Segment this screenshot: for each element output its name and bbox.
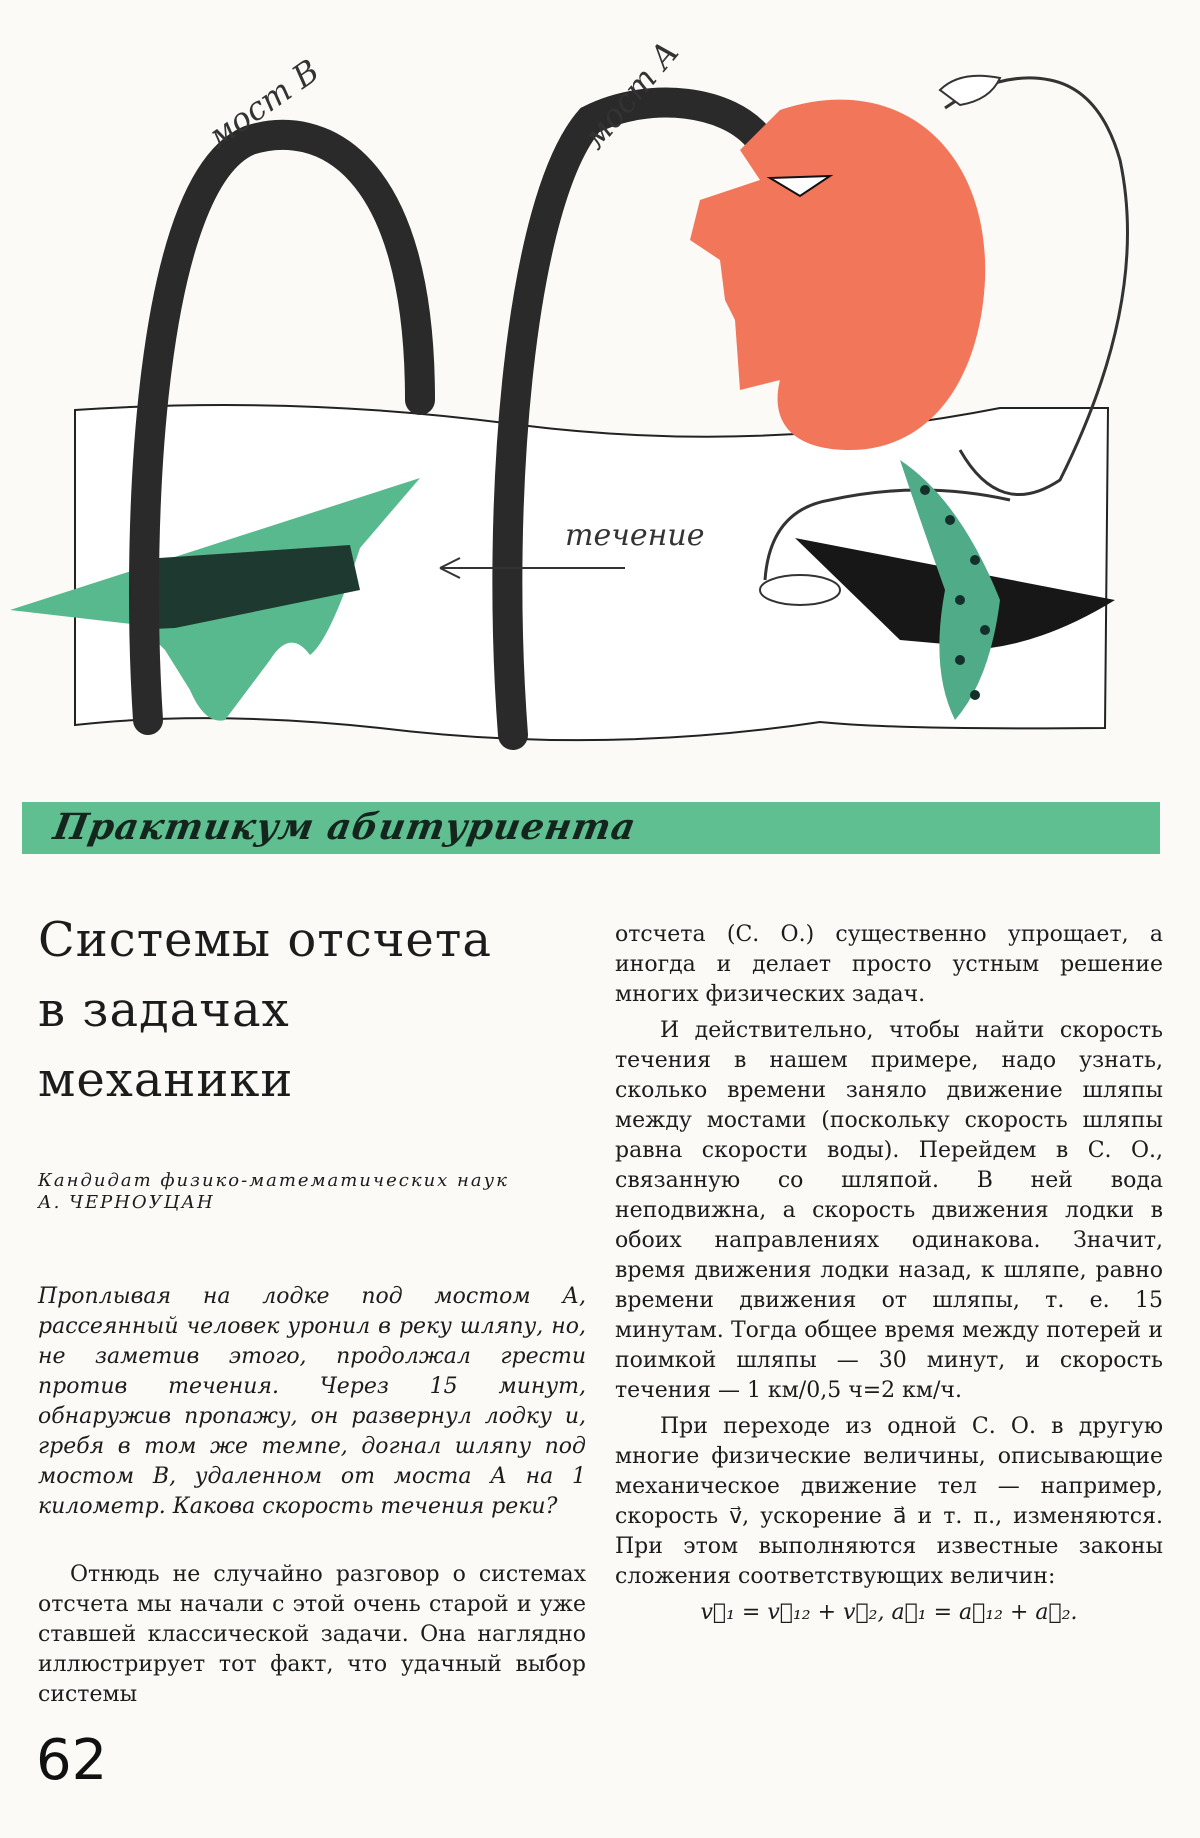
title-line: в задачах	[38, 982, 290, 1038]
bridge-b-label: мост В	[199, 51, 327, 156]
right-paragraph-2: И действительно, чтобы найти скорость течения в нашем примере, надо узнать, сколько времени заняло движение шляпы между мостами (поскольку скорость шляпы равна скорости воды). Перейдем в С. О., связанную со шляпой. В ней вода неподвижна, а скорость движения лодки в обоих направлениях одинакова. Значит, время движения лодки назад, к шляпе, равно времени движения от шляпы, т. е. 15 минутам. Тогда общее время между потерей и поимкой шляпы — 30 минут, и скорость течения — 1 км/0,5 ч=2 км/ч.	[615, 1018, 1163, 1403]
hat	[940, 76, 1000, 105]
current-label: течение	[565, 518, 705, 553]
velocity-formula: v⃗₁ = v⃗₁₂ + v⃗₂, a⃗₁ = a⃗₁₂ + a⃗₂.	[700, 1600, 1078, 1625]
problem-statement: Проплывая на лодке под мостом А, рассеянный человек уронил в реку шляпу, но, не заметив этого, продолжал грести против течения. Через 15 минут, обнаружив пропажу, он развернул лодку и, гребя в том же темпе, догнал шляпу под мостом В, удаленном от моста А на 1 километр. Какова скорость течения реки?	[38, 1284, 586, 1519]
right-paragraph-1: отсчета (С. О.) существенно упрощает, а иногда и делает просто устным решение многих физических задач.	[615, 922, 1163, 1007]
section-banner	[22, 802, 1160, 854]
intro-paragraph: Отнюдь не случайно разговор о системах отсчета мы начали с этой очень старой и уже ставшей классической задачи. Она наглядно иллюстрирует тот факт, что удачный выбор системы	[38, 1562, 586, 1707]
article-title	[38, 905, 558, 1115]
bridge-a-label: мост А	[574, 33, 687, 157]
title-line: механики	[38, 1052, 294, 1108]
right-column	[615, 920, 1163, 1630]
author-credentials: Кандидат физико-математических наук	[38, 1170, 509, 1191]
author-name: А. ЧЕРНОУЦАН	[38, 1192, 215, 1213]
face	[690, 100, 985, 450]
right-paragraph-3: При переходе из одной С. О. в другую многие физические величины, описывающие механическое движение тел — например, скорость v⃗, ускорение a⃗ и т. п., изменяются. При этом выполняются известные законы сложения соответствующих величин:	[615, 1414, 1163, 1589]
bridges-illustration	[0, 0, 1200, 780]
title-line: Системы отсчета	[38, 912, 493, 968]
page-number: 62	[36, 1728, 108, 1793]
banner-text: Практикум абитуриента	[50, 806, 640, 848]
author-byline	[38, 1170, 558, 1214]
